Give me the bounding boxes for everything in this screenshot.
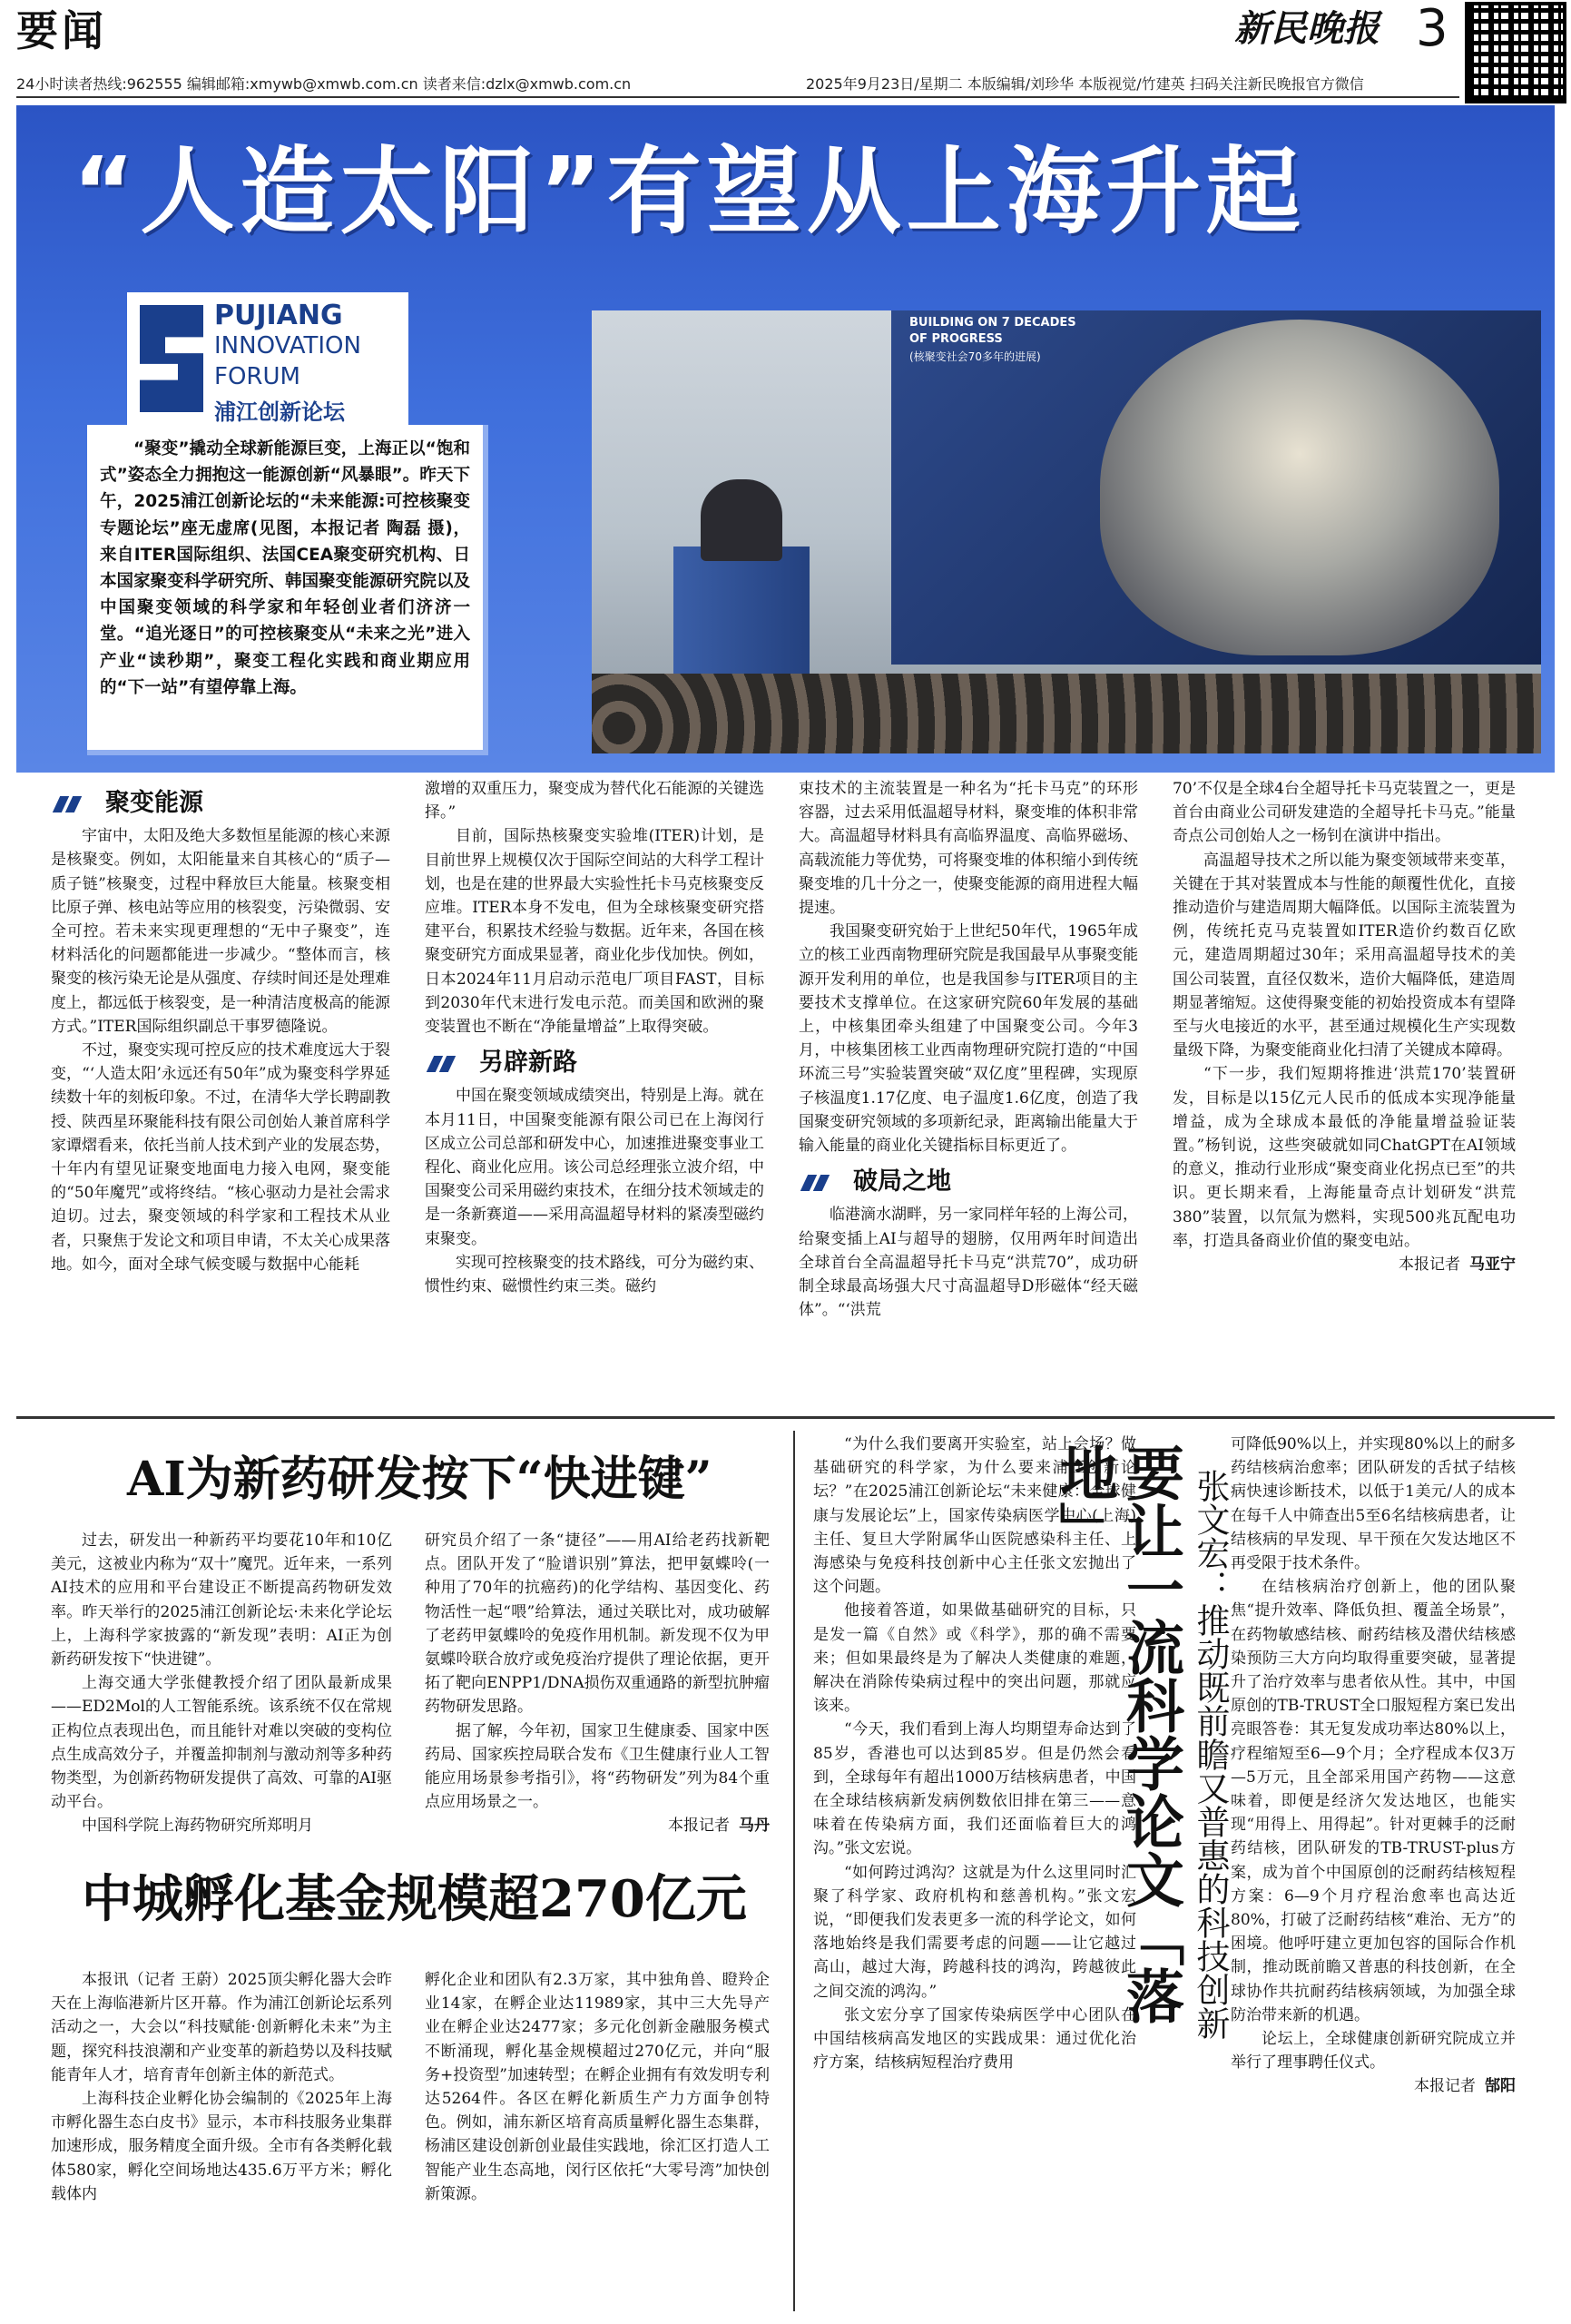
story3-para: 本报讯（记者 王蔚）2025顶尖孵化器大会昨天在上海临港新片区开幕。作为浦江创新论坛系列活动之一，大会以“科技赋能·创新孵化未来”为主题，探究科技浪潮和产业变革的新趋势以及科技赋能青年人才，培育青年创新主体的新范式。 [51, 1971, 392, 2084]
forum-logo-name2: INNOVATION [214, 332, 361, 359]
story4-subhead: 张文宏：推动既前瞻又普惠的科技创新 [1191, 1469, 1230, 2040]
story1-para: 目前，国际热核聚变实验堆(ITER)计划，是目前世界上规模仅次于国际空间站的大科学工程计划，也是在建的世界最大实验性托卡马克核聚变反应堆。ITER本身不发电，但为全球核聚变研究搭建平台，积累技术经验与数据。近年来，各国在核聚变研究方面成果显著，商业化步伐加快。例如，日本2024年11月启动示范电厂项目FAST，目标到2030年代末进行发电示范。而美国和欧洲的聚变装置也不断在“净能量增益”上取得突破。 [425, 827, 764, 1037]
column-rule [793, 1431, 795, 2311]
newspaper-name: 新民晚报 [1234, 7, 1380, 50]
story3-headline: 中城孵化基金规模超270亿元 [82, 1869, 747, 1929]
story2-para: 据了解，今年初，国家卫生健康委、国家中医药局、国家疾控局联合发布《卫生健康行业人工智能应用场景参考指引》，将“药物研发”列为84个重点应用场景之一。 [425, 1721, 770, 1812]
slide-line3: (核聚变社会70多年的进展) [909, 350, 1041, 363]
story1-byline: 本报记者 马亚宁 [1399, 1256, 1516, 1275]
story4-para: “今天，我们看到上海人均期望寿命达到了85岁，香港也可以达到85岁。但是仍然会看到，全球每年有超出1000万结核病患者，中国在全球结核病新发病例数依旧排在第三——意味着在传染病方面，我们还面临着巨大的鸿沟。”张文宏说。 [813, 1720, 1136, 1858]
forum-logo-icon [140, 305, 203, 412]
story1-lead: “聚变”撬动全球新能源巨变，上海正以“饱和式”姿态全力拥抱这一能源创新“风暴眼”。昨天下午，2025浦江创新论坛的“未来能源:可控核聚变专题论坛”座无虚席(见图，本报记者 陶磊 摄)，来自ITER国际组织、法国CEA聚变研究机构、日本国家聚变科学研究所、韩国聚变能源研究院以及中国聚变领域的科学家和年轻创业者们济济一堂。“追光逐日”的可控核聚变从“未来之光”进入产业“读秒期”，聚变工程化实践和商业期应用的“下一站”有望停靠上海。 [100, 439, 470, 697]
story4-para: 他接着答道，如果做基础研究的目标，只是发一篇《自然》或《科学》，那的确不需要来；但如果最终是为了解决人类健康的难题，解决在消除传染病过程中的突出问题，那就应该来。 [813, 1601, 1136, 1716]
story4-para: 张文宏分享了国家传染病医学中心团队在中国结核病高发地区的实践成果：通过优化治疗方案，结核病短程治疗费用 [813, 2005, 1136, 2073]
forum-logo-name3: FORUM [214, 363, 300, 390]
story3-para: 上海科技企业孵化协会编制的《2025年上海市孵化器生态白皮书》显示，本市科技服务业集群加速形成，服务精度全面升级。全市有各类孵化载体580家，孵化空间场地达435.6万平方米；孵化载体内 [51, 2090, 392, 2203]
story3-col2 [425, 1968, 770, 2313]
hotline-line: 24小时读者热线:962555 编辑邮箱:xmywb@xmwb.com.cn 读者来信:dzlx@xmwb.com.cn [16, 75, 632, 93]
story1-para: 高温超导技术之所以能为聚变领域带来变革，关键在于其对装置成本与性能的颠覆性优化，直接推动造价与建造周期大幅降低。以国际主流装置为例，传统托克马克装置如ITER造价约数百亿欧元，建造周期超过30年；采用高温超导技术的美国公司装置，直径仅数米，造价大幅降低，建造周期显著缩短。这使得聚变能的初始投资成本有望降至与火电接近的水平，甚至通过规模化生产实现数量级下降，为聚变能商业化扫清了关键成本障碍。 [1173, 851, 1516, 1060]
story1-para: 临港滴水湖畔，另一家同样年轻的上海公司，给聚变插上AI与超导的翅膀，仅用两年时间造出全球首台全高温超导托卡马克“洪荒70”，成功研制全球最高场强大尺寸高温超导D形磁体“经天磁体”。“‘洪荒 [799, 1206, 1138, 1320]
story2-headline: AI为新药研发按下“快进键” [127, 1452, 712, 1507]
forum-logo [127, 292, 408, 427]
tokamak-image [1100, 320, 1499, 655]
story1-para: 70’不仅是全球4台全超导托卡马克装置之一，更是首台由商业公司研发建造的全超导托卡马克。”能量奇点公司创始人之一杨钊在演讲中指出。 [1173, 780, 1516, 846]
subhead-mark-icon [51, 794, 82, 812]
story2-col2 [425, 1529, 770, 1837]
story2-col1 [51, 1529, 392, 1837]
story4-byline: 本报记者 郜阳 [1414, 2077, 1516, 2096]
story3-para: 孵化企业和团队有2.3万家，其中独角兽、瞪羚企业14家，在孵企业达11989家，其中三大先导产业在孵企业达2477家；多元化创新金融服务模式不断涌现，孵化基金规模超过270亿元，并向“服务+投资型”加速转型；在孵企业拥有有效发明专利达5264件。各区在孵化新质生产力方面争创特色。例如，浦东新区培育高质量孵化器生态集群，杨浦区建设创新创业最佳实践地，徐汇区打造人工智能产业生态高地，闵行区依托“大零号湾”加快创新策源。 [425, 1971, 770, 2203]
story1-para: 我国聚变研究始于上世纪50年代，1965年成立的核工业西南物理研究院是我国最早从事聚变能源开发利用的单位，也是我国参与ITER项目的主要技术支撑单位。在这家研究院60年发展的基础上，中核集团牵头组建了中国聚变公司。今年3月，中核集团核工业西南物理研究院打造的“中国环流三号”实验装置突破“双亿度”里程碑，实现原子核温度1.17亿度、电子温度1.6亿度，创造了我国聚变研究领域的多项新纪录，距离输出能量大于输入能量的商业化关键指标目标更近了。 [799, 922, 1138, 1156]
story4-para: 可降低90%以上，并实现80%以上的耐多药结核病治愈率；团队研发的舌拭子结核病快速诊断技术，以低于1美元/人的成本在每千人中筛查出5至6名结核病患者，让结核病的早发现、早干预在欠发达地区不再受限于技术条件。 [1231, 1435, 1516, 1573]
story1-sub2: 另辟新路 [425, 1051, 764, 1075]
story1-headline: “人造太阳”有望从上海升起 [73, 136, 1306, 247]
speaker [701, 479, 782, 561]
story4-headline: 要让一流科学论文「落地」 [1050, 1443, 1184, 2024]
story1-para: 实现可控核聚变的技术路线，可分为磁约束、惯性约束、磁惯性约束三类。磁约 [425, 1253, 764, 1296]
story4-col2 [1231, 1433, 1516, 2313]
story1-para: 中国在聚变领域成绩突出，特别是上海。就在本月11日，中国聚变能源有限公司已在上海闵行区成立公司总部和研发中心，加速推进聚变事业工程化、商业化应用。该公司总经理张立波介绍，中国聚变公司采用磁约束技术，在细分技术领域走的是一条新赛道——采用高温超导材料的紧凑型磁约束聚变。 [425, 1087, 764, 1248]
qr-code-icon [1465, 2, 1566, 103]
story1-sub1: 聚变能源 [51, 792, 390, 815]
story2-para: 研究员介绍了一条“捷径”——用AI给老药找新靶点。团队开发了“脸谱识别”算法，把甲氨蝶呤(一种用了70年的抗癌药)的化学结构、基因变化、药物活性一起“喂”给算法，通过关联比对，成功破解了老药甲氨蝶呤的免疫作用机制。新发现不仅为甲氨蝶呤联合放疗或免疫治疗提供了理论依据，更开拓了靶向ENPP1/DNA损伤双重通路的新型抗肿瘤药物研发思路。 [425, 1531, 770, 1717]
page-number: 3 [1416, 0, 1448, 58]
story1-col3 [799, 777, 1138, 1405]
story3-col1 [51, 1968, 392, 2313]
story2-para: 上海交通大学张健教授介绍了团队最新成果——ED2Mol的人工智能系统。该系统不仅在常规正构位点表现出色，而且能针对难以突破的变构位点生成高效分子，并覆盖抑制剂与激动剂等多种药物类型，为创新药物研发提供了高效、可靠的AI驱动平台。 [51, 1674, 392, 1812]
forum-photo [592, 310, 1541, 753]
forum-logo-cn: 浦江创新论坛 [214, 399, 345, 425]
story1-lead-box [87, 425, 488, 755]
story1-para: “下一步，我们短期将推进‘洪荒170’装置研发，目标是以15亿元人民币的低成本实现净能量增益，成为全球成本最低的净能量增益验证装置。”杨钊说，这些突破就如同ChatGPT在AI领域的意义，推动行业形成“聚变商业化拐点已至”的共识。更长期来看，上海能量奇点计划研发“洪荒380”装置，以氘氚为燃料，实现500兆瓦配电功率，打造具备商业价值的聚变电站。 [1173, 1065, 1516, 1250]
story1-col2 [425, 777, 764, 1405]
story4-para: 论坛上，全球健康创新研究院成立并举行了理事聘任仪式。 [1231, 2030, 1516, 2073]
story1-col4 [1173, 777, 1516, 1405]
date-line: 2025年9月23日/星期二 本版编辑/刘珍华 本版视觉/竹建英 扫码关注新民晚报官方微信 [806, 75, 1364, 93]
story4-col1 [813, 1433, 1136, 2313]
story1-sub3: 破局之地 [799, 1170, 1138, 1194]
story2-para: 过去，研发出一种新药平均要花10年和10亿美元，这被业内称为“双十”魔咒。近年来，一系列AI技术的应用和平台建设正不断提高药物研发效率。昨天举行的2025浦江创新论坛·未来化学论坛上，上海科学家披露的“新发现”表明：AI正为创新药研发按下“快进键”。 [51, 1531, 392, 1669]
story4-para: “为什么我们要离开实验室，站上会场？做基础研究的科学家，为什么要来浦江创新论坛？”在2025浦江创新论坛“未来健康：全球健康与发展论坛”上，国家传染病医学中心(上海)主任、复旦大学附属华山医院感染科主任、上海感染与免疫科技创新中心主任张文宏抛出了这个问题。 [813, 1435, 1136, 1597]
masthead-rule [16, 96, 1459, 98]
slide-line2: OF PROGRESS [909, 332, 1003, 346]
story1-para: 宇宙中，太阳及绝大多数恒星能源的核心来源是核聚变。例如，太阳能量来自其核心的“质子—质子链”核聚变，过程中释放巨大能量。核聚变相比原子弹、核电站等应用的核裂变，污染微弱、安全可控。若未来实现更理想的“无中子聚变”，连材料活化的问题都能进一步减少。“整体而言，核聚变的核污染无论是从强度、存续时间还是处理难度上，都远低于核裂变，是一种清洁度极高的能源方式。”ITER国际组织副总干事罗德隆说。 [51, 827, 390, 1036]
story1-col1 [51, 779, 390, 1405]
forum-logo-name1: PUJIANG [214, 300, 343, 331]
section-title: 要闻 [16, 6, 107, 55]
story2-para: 中国科学院上海药物研究所郑明月 [82, 1817, 313, 1836]
story1-para: 激增的双重压力，聚变成为替代化石能源的关键选择。” [425, 780, 764, 822]
subhead-mark-icon [799, 1173, 830, 1191]
story4-para: “如何跨过鸿沟？这就是为什么这里同时汇聚了科学家、政府机构和慈善机构。”张文宏说，“即便我们发表更多一流的科学论文，如何落地始终是我们需要考虑的问题——让它越过高山，越过大海，跨越科技的鸿沟，跨越彼此之间交流的鸿沟。” [813, 1863, 1136, 2001]
story1-para: 不过，聚变实现可控反应的技术难度远大于裂变，“‘人造太阳’永远还有50年”成为聚变科学界延续数十年的刻板印象。不过，在清华大学长聘副教授、陕西星环聚能科技有限公司创始人兼首席科学家谭熠看来，依托当前人技术到产业的发展态势，十年内有望见证聚变地面电力接入电网，聚变能的“50年魔咒”或将终结。“核心驱动力是社会需求迫切。过去，聚变领域的科学家和工程技术从业者，只聚焦于发论文和项目申请，不太关心成果落地。如今，面对全球气候变暖与数据中心能耗 [51, 1041, 390, 1274]
subhead-mark-icon [425, 1054, 456, 1072]
story2-byline: 本报记者 马丹 [668, 1817, 770, 1836]
audience [592, 674, 1541, 753]
slide-line1: BUILDING ON 7 DECADES [909, 316, 1076, 330]
section-rule [16, 1416, 1555, 1419]
story1-para: 束技术的主流装置是一种名为“托卡马克”的环形容器，过去采用低温超导材料，聚变堆的体积非常大。高温超导材料具有高临界温度、高临界磁场、高载流能力等优势，可将聚变堆的体积缩小到传统聚变堆的几十分之一，使聚变能源的商用进程大幅提速。 [799, 780, 1138, 918]
story4-para: 在结核病治疗创新上，他的团队聚焦“提升效率、降低负担、覆盖全场景”，在药物敏感结核、耐药结核及潜伏结核感染预防三大方向均取得重要突破，显著提升了治疗效率与患者依从性。其中，中国原创的TB-TRUST全口服短程方案已发出亮眼答卷：其无复发成功率达80%以上，疗程缩短至6—9个月；全疗程成本仅3万—5万元，且全部采用国产药物——这意味着，即便是经济欠发达地区，也能实现“用得上、用得起”。针对更棘手的泛耐药结核，团队研发的TB-TRUST-plus方案，成为首个中国原创的泛耐药结核短程方案：6—9个月疗程治愈率也高达近80%，打破了泛耐药结核“难治、无方”的困境。他呼吁建立更加包容的国际合作机制，推动既前瞻又普惠的科技创新，在全球协作共抗耐药结核病领域，为加强全球防治带来新的机遇。 [1231, 1578, 1516, 2024]
